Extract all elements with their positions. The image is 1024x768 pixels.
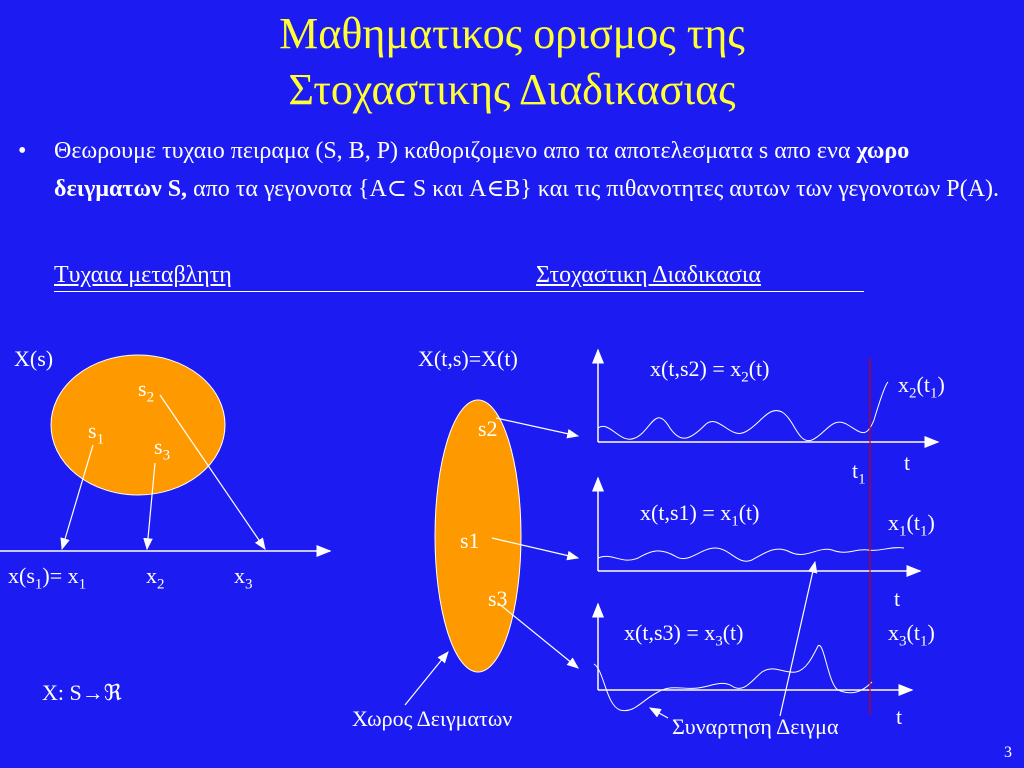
x3-subscript: 3: [245, 576, 253, 593]
s1-letter: s: [88, 418, 97, 443]
graph3-sample-path: [594, 645, 872, 710]
axis-label-x2: [146, 563, 165, 593]
eq3-sub: 3: [715, 633, 723, 650]
x2t1-c: ): [937, 372, 945, 397]
axis-label-x1: [8, 563, 86, 593]
sample-function-label: Συναρτηση Δειγμα: [672, 714, 839, 739]
x1t1-sub: 1: [899, 523, 907, 540]
arrow-sample-function-label: [650, 708, 668, 718]
definition-part-1: Θεωρουμε τυχαιο πειραμα (S, B, P) καθοριζομενο απο τα αποτελεσματα s απο ενα: [54, 138, 857, 164]
axis-label-x3: [234, 563, 253, 593]
graph1-sample-path: [598, 382, 888, 441]
eq3-part-b: (t): [722, 620, 744, 645]
x3t1-a: x: [888, 620, 899, 645]
x2t1-a: x: [898, 372, 909, 397]
arrow-sample-space-label: [405, 652, 448, 705]
eq1-part-a: x(t,s2) = x: [650, 356, 742, 381]
s2-letter: s: [138, 376, 147, 401]
title-line-2: Στοχαστικης Διαδικασιας: [288, 65, 736, 114]
x1t1-sub2: 1: [919, 523, 928, 540]
sample-s1-left: [88, 418, 104, 448]
sample-s2-left: [138, 376, 154, 406]
sample-s1-right: s1: [460, 528, 480, 553]
sample-space-label: Χωρος Δειγματων: [352, 706, 513, 731]
graph1-equation: [650, 356, 770, 386]
sample-s3-left: [154, 434, 170, 464]
t1-label: [852, 458, 866, 488]
sample-s2-right: s2: [478, 416, 498, 441]
bullet-icon: •: [18, 138, 27, 164]
title-line-1: Μαθηματικος ορισμος της: [279, 9, 745, 58]
value-x2-t1: [898, 372, 945, 402]
eq2-sub: 1: [731, 513, 739, 530]
x3-letter: x: [234, 563, 245, 588]
definition-part-2: απο τα γεγονοτα {A⊂ S και A∈B} και τις πιθανοτητες αυτων των γεγονοτων P(A).: [187, 176, 999, 202]
x2t1-b: (t: [916, 372, 930, 397]
x1-sub-a: 1: [34, 576, 43, 593]
x1t1-b: (t: [906, 510, 920, 535]
x2t1-sub: 2: [909, 385, 917, 402]
arrow-s2-to-graph: [496, 418, 578, 436]
s3-subscript: 3: [162, 447, 171, 464]
x1-sub-b: 1: [78, 576, 87, 593]
x3t1-sub: 3: [899, 633, 907, 650]
t1-subscript: 1: [858, 471, 866, 488]
eq2-part-b: (t): [738, 500, 760, 525]
eq1-sub: 2: [741, 369, 749, 386]
stochastic-process-heading: Στοχαστικη Διαδικασια: [536, 262, 761, 288]
t1-letter: t: [852, 458, 859, 483]
x2-subscript: 2: [157, 576, 165, 593]
mapping-label: X: S→ℜ: [42, 680, 122, 705]
s1-subscript: 1: [96, 431, 105, 448]
s3-letter: s: [154, 434, 163, 459]
eq1-part-b: (t): [748, 356, 770, 381]
eq2-part-a: x(t,s1) = x: [640, 500, 732, 525]
graph1-t-axis-label: t: [904, 450, 911, 475]
sample-s3-right: s3: [488, 586, 508, 611]
value-x1-t1: [888, 510, 935, 540]
right-func-label: X(t,s)=X(t): [418, 346, 518, 371]
slide-number: 3: [1004, 744, 1012, 761]
left-func-label: X(s): [14, 346, 54, 371]
x1-part-a: x(s: [8, 563, 35, 588]
graph2-equation: [640, 500, 760, 530]
x1t1-a: x: [888, 510, 899, 535]
x2t1-sub2: 1: [929, 385, 938, 402]
eq3-part-a: x(t,s3) = x: [624, 620, 716, 645]
arrow-sample-function-to-graph1: [780, 562, 815, 716]
graph3-t-axis-label: t: [896, 704, 903, 729]
x3t1-b: (t: [906, 620, 920, 645]
graph2-t-axis-label: t: [894, 586, 901, 611]
s2-subscript: 2: [146, 389, 155, 406]
value-x3-t1: [888, 620, 935, 650]
random-variable-heading: Τυχαια μεταβλητη: [54, 262, 232, 288]
x1-part-b: )= x: [42, 563, 79, 588]
x1t1-c: ): [927, 510, 935, 535]
arrow-s3-to-graph: [498, 603, 578, 668]
graph2-sample-path: [598, 548, 904, 562]
x2-letter: x: [146, 563, 157, 588]
x3t1-sub2: 1: [919, 633, 928, 650]
graph3-equation: [624, 620, 744, 650]
x3t1-c: ): [927, 620, 935, 645]
definition-bold: χωρο δειγματων S,: [54, 138, 910, 202]
